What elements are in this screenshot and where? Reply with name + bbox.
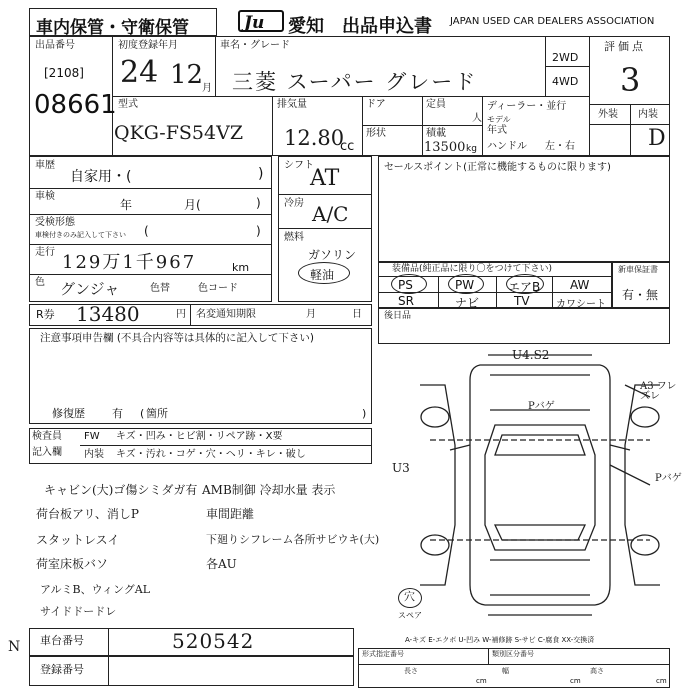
rating-label: 評価点 — [604, 40, 646, 53]
history-close: ) — [258, 166, 264, 182]
note-right-2: 車間距離 — [206, 507, 255, 521]
repair-close: ) — [362, 407, 367, 420]
dim-width-label: 幅 — [502, 667, 509, 675]
model-code-label: 型式 — [118, 99, 138, 110]
color-label: 色 — [35, 277, 45, 288]
dealer-year-label: 年式 — [487, 125, 507, 136]
diagram-top: U4.S2 — [512, 348, 550, 362]
displacement-label: 排気量 — [277, 99, 307, 110]
history-value: 自家用・( — [70, 169, 132, 185]
recycle-unit: 円 — [176, 309, 186, 320]
door-label: ドア — [366, 99, 386, 110]
history-label: 車歴 — [35, 160, 55, 171]
recipient-label: 受検形態 — [35, 217, 75, 228]
note-right-1: AMB制御 冷却水量 表示 — [202, 483, 336, 497]
fuel-circled: 軽油 — [310, 268, 335, 282]
association-name: JAPAN USED CAR DEALERS ASSOCIATION — [450, 16, 655, 27]
form-type-label: 形式指定番号 — [362, 650, 404, 658]
capacity-label: 定員 — [426, 99, 446, 110]
storage-label: 車内保管・守衛保管 — [36, 18, 189, 38]
inspector-int-label: 内装 — [84, 449, 104, 460]
chassis-label: 車台番号 — [40, 634, 84, 647]
inspector-label-2: 記入欄 — [32, 447, 62, 458]
color-change-label: 色替 — [150, 283, 170, 294]
equipment-label: 装備品(純正品に限り〇をつけて下さい) — [392, 264, 553, 274]
interior-value: D — [648, 126, 666, 151]
repair-label: 修復歴 — [52, 407, 85, 420]
inspection-label: 車検 — [35, 191, 55, 202]
equipment-navi: ナビ — [455, 296, 480, 310]
ps-circle — [391, 274, 427, 294]
registration-year: 24 — [120, 55, 159, 90]
dim-unit-1: cm — [476, 677, 487, 685]
dim-length-label: 長さ — [404, 667, 418, 675]
registration-label: 初度登録年月 — [118, 40, 178, 51]
dim-unit-2: cm — [570, 677, 581, 685]
color-value: グンジャ — [60, 280, 120, 298]
model-name-value: 三菱 スーパー グレード — [232, 70, 478, 94]
repair-open: ( — [140, 407, 145, 420]
dim-unit-3: cm — [656, 677, 667, 685]
model-name-label: 車名・グレード — [220, 40, 290, 51]
note-line-4: 荷室床板バソ — [36, 557, 109, 571]
equipment-sr: SR — [398, 294, 414, 308]
loading-unit: kg — [466, 144, 477, 154]
equipment-ps: PS — [398, 278, 413, 292]
repair-place: 箇所 — [146, 407, 168, 420]
inspector-label-1: 検査員 — [32, 431, 62, 442]
spare-label: スペア — [398, 611, 422, 620]
equipment-pw: PW — [455, 278, 475, 292]
ju-logo — [238, 10, 284, 32]
dealer-label: ディーラー・並行 — [487, 101, 567, 112]
drive-2wd: 2WD — [552, 51, 579, 64]
registration-month: 12 — [170, 60, 204, 90]
ju-logo-text: Ju — [244, 13, 265, 33]
rear-seat-label: 後日品 — [384, 311, 412, 321]
recipient-close: ) — [256, 224, 261, 238]
note-right-4: 各AU — [206, 557, 237, 571]
fuel-value: ガソリン — [308, 248, 357, 262]
note-line-1: キャビン(大)ゴ傷シミダガ有 — [44, 483, 198, 497]
car-diagram — [410, 345, 670, 625]
mileage-label: 走行 — [35, 247, 55, 258]
recycle-label: R券 — [36, 308, 55, 321]
diagram-left-mid: U3 — [392, 461, 410, 475]
note-line-3: スタットレスイ — [36, 533, 120, 547]
aircon-label: 冷房 — [284, 198, 304, 209]
loading-label: 積載 — [426, 128, 446, 139]
drive-4wd: 4WD — [552, 75, 579, 88]
inspector-ext-label: FW — [84, 431, 100, 442]
loading-value: 13500 — [424, 140, 466, 155]
lot-sub-number: [2108] — [44, 66, 84, 80]
shift-label: シフト — [284, 160, 314, 171]
damage-legend: A-キズ E-エクボ U-凹み W-補修跡 S-サビ C-腐食 XX-交換済 — [405, 636, 595, 644]
inspection-close: ) — [256, 196, 261, 210]
diagram-right-top: A3 フレズレ — [640, 381, 677, 402]
class-number-label: 類別区分番号 — [492, 650, 534, 658]
inspection-year: 年 — [120, 198, 133, 212]
diagram-right-mid: Pバゲ — [655, 473, 682, 484]
inspector-int-items: キズ・汚れ・コゲ・穴・ヘリ・キレ・破し — [116, 449, 306, 460]
margin-mark: N — [8, 639, 21, 655]
shape-label: 形状 — [366, 128, 386, 139]
notes-label: 注意事項申告欄 (不具合内容等は具体的に記入して下さい) — [40, 332, 315, 344]
recipient-open: ( — [144, 224, 149, 238]
name-change-month: 月 — [306, 309, 316, 320]
equipment-aw: AW — [570, 278, 590, 292]
capacity-unit: 人 — [472, 113, 482, 124]
dealer-model-label: モデル — [487, 115, 511, 124]
note-line-2: 荷台板アリ、消しP — [36, 507, 139, 521]
org-name: 愛知 — [288, 16, 324, 37]
repair-value: 有 — [112, 407, 123, 420]
storage-box — [29, 8, 217, 36]
equipment-tv: TV — [514, 294, 530, 308]
aircon-value: A/C — [312, 202, 349, 226]
note-line-6: サイドドードレ — [40, 605, 117, 618]
reg-number-label: 登録番号 — [40, 663, 84, 676]
fuel-label: 燃料 — [284, 232, 304, 243]
registration-month-unit: 月 — [202, 83, 212, 94]
aw-circle — [506, 274, 544, 294]
displacement-unit: cc — [340, 139, 355, 154]
selling-points-label: セールスポイント(正常に機能するものに限ります) — [384, 162, 611, 173]
handle-options: 左・右 — [545, 141, 575, 152]
color-code-label: 色コード — [198, 283, 238, 294]
mileage-unit: km — [232, 261, 250, 274]
warranty-options: 有・無 — [622, 288, 659, 302]
model-code-value: QKG-FS54VZ — [114, 122, 244, 144]
equipment-leather: カワシート — [556, 299, 606, 310]
recipient-note: 車検付きのみ記入して下さい — [35, 231, 126, 239]
note-line-5: アルミB、ウィングAL — [40, 583, 151, 596]
lot-number-label: 出品番号 — [35, 40, 75, 51]
dim-height-label: 高さ — [590, 667, 604, 675]
lot-number: 08661 — [34, 90, 117, 120]
shift-value: AT — [310, 166, 340, 191]
note-right-3: 下廻りシフレーム各所サビウキ(大) — [206, 533, 380, 546]
form-title: 出品申込書 — [342, 16, 432, 37]
warranty-label: 新車保証書 — [618, 265, 658, 274]
equipment-airbag: エアB — [508, 280, 541, 294]
rear-seat-box — [378, 308, 670, 344]
rating-value: 3 — [620, 61, 641, 99]
name-change-label: 名変通知期限 — [196, 309, 256, 320]
recycle-value: 13480 — [76, 302, 140, 326]
inspection-month: 月( — [184, 198, 201, 212]
name-change-day: 日 — [352, 309, 362, 320]
interior-label: 内装 — [638, 109, 658, 120]
inspector-ext-items: キズ・凹み・ヒビ割・リペア跡・X要 — [116, 431, 283, 442]
mileage-value: 129万1千967 — [62, 252, 197, 273]
pw-circle — [448, 274, 484, 294]
displacement-value: 12.80 — [284, 126, 345, 150]
exterior-label: 外装 — [598, 109, 618, 120]
chassis-value: 520542 — [172, 629, 255, 653]
spare-mark: 穴 — [404, 590, 415, 603]
diagram-hood: Pバゲ — [528, 401, 555, 412]
handle-label: ハンドル — [487, 141, 527, 152]
